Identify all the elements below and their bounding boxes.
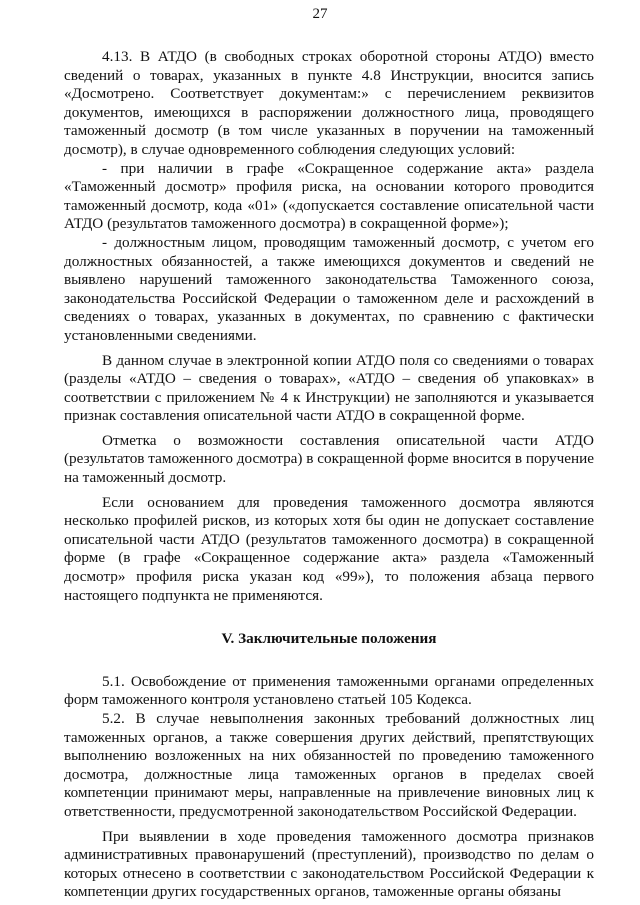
condition-2: - должностным лицом, проводящим таможенный досмотр, с учетом его должностных обязанностей, а также имеющихся документов и сведений не выявлено нарушений таможенного законодательства Таможенного союза, законодательства Российской Федерации о таможенном деле и расхождений в сведениях о товарах, указанных в документах, по сравнению с фактически установленными сведениями.	[64, 233, 594, 344]
paragraph-5-2: 5.2. В случае невыполнения законных требований должностных лиц таможенных органов, а также совершения других действий, препятствующих выполнению возложенных на них обязанностей по проведению таможенного досмотра, должностные лица таможенных органов в пределах своей компетенции принимают меры, направленные на привлечение виновных лиц к ответственности, предусмотренной законодательством Российской Федерации.	[64, 710, 594, 820]
paragraph-electronic-copy: В данном случае в электронной копии АТДО поля со сведениями о товарах (разделы «АТДО – сведения о товарах», «АТДО – сведения об упаковках» в соответствии с приложением № 4 к Инструкции) не заполняются и указывается признак составления описательной части АТДО в сокращенной форме.	[64, 351, 594, 425]
paragraph-multiple-profiles: Если основанием для проведения таможенного досмотра являются несколько профилей рисков, из которых хотя бы один не допускает составление описательной части АТДО (результатов таможенного досмотра) в сокращенной форме (в графе «Сокращенное содержание акта» раздела «Таможенный досмотр» профиля риска указан код «99»), то положения абзаца первого настоящего подпункта не применяются.	[64, 493, 594, 604]
document-body	[64, 48, 594, 902]
paragraph-4-13: 4.13. В АТДО (в свободных строках оборотной стороны АТДО) вместо сведений о товарах, указанных в пункте 4.8 Инструкции, вносится запись «Досмотрено. Соответствует документам:» с перечислением реквизитов документов, имеющихся в распоряжении должностного лица, проводящего таможенный досмотр (в том числе указанных в поручении на таможенный досмотр), в случае одновременного соблюдения следующих условий:	[64, 48, 594, 158]
paragraph-mark: Отметка о возможности составления описательной части АТДО (результатов таможенного досмотра) в сокращенной форме вносится в поручение на таможенный досмотр.	[64, 431, 594, 487]
paragraph-violations: При выявлении в ходе проведения таможенного досмотра признаков административных правонарушений (преступлений), производство по делам о которых отнесено в соответствии с законодательством Российской Федерации к компетенции других государственных органов, таможенные органы обязаны	[64, 827, 594, 901]
condition-1: - при наличии в графе «Сокращенное содержание акта» раздела «Таможенный досмотр» профиля риска, на основании которого проводится таможенный досмотр, кода «01» («допускается составление описательной части АТДО (результатов таможенного досмотра) в сокращенной форме»);	[64, 159, 594, 233]
page-number: 27	[312, 6, 328, 22]
paragraph-5-1: 5.1. Освобождение от применения таможенными органами определенных форм таможенного контроля установлено статьей 105 Кодекса.	[64, 672, 594, 709]
section-heading: V. Заключительные положения	[221, 630, 437, 648]
